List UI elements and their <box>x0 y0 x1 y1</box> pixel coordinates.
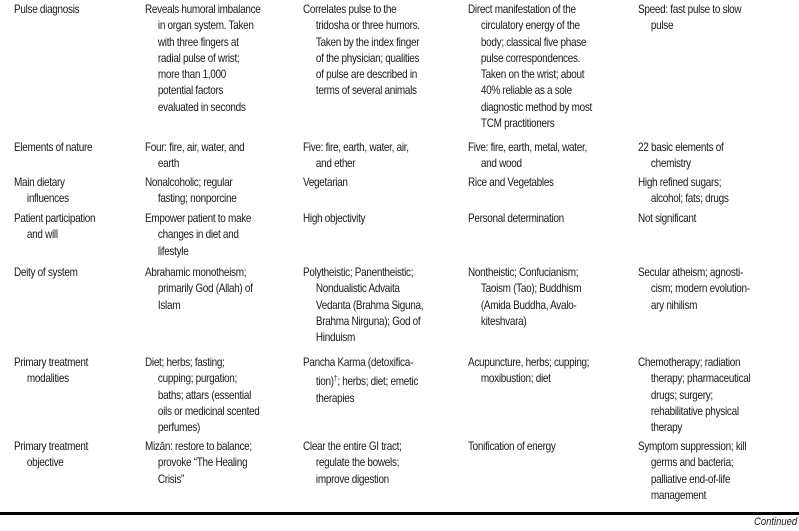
cell-line: High refined sugars; <box>638 176 722 189</box>
row-label <box>14 175 69 208</box>
row-label <box>14 439 88 472</box>
cell-line: kiteshvara) <box>480 314 527 328</box>
cell-line: Vegetarian <box>303 176 348 189</box>
cell-line: terms of several animals <box>315 84 417 98</box>
cell-line: Chemotherapy; radiation <box>638 356 741 369</box>
row-label <box>14 2 79 18</box>
cell-line: Rice and Vegetables <box>468 176 554 189</box>
cell-line: modalities <box>26 372 69 386</box>
cell-line: (Amida Buddha, Avalo- <box>480 298 577 312</box>
cell-line: body; classical five phase <box>480 35 587 49</box>
cell-line: of the physician; qualities <box>315 51 420 65</box>
cell-unani <box>145 140 244 173</box>
cell-line: cupping; purgation; <box>157 372 238 386</box>
cell-ayurveda <box>303 211 365 227</box>
cell-tcm <box>468 175 554 191</box>
cell-line: improve digestion <box>315 472 389 486</box>
cell-western <box>638 175 729 208</box>
cell-line: therapy; pharmaceutical <box>650 372 751 386</box>
cell-line: pulse <box>650 19 674 33</box>
cell-line: Elements of nature <box>14 141 93 154</box>
cell-line: Taoism (Tao); Buddhism <box>480 282 582 296</box>
cell-line: Brahma Nirguna); God of <box>315 314 421 328</box>
cell-line: evaluated in seconds <box>157 100 246 114</box>
cell-line: objective <box>26 456 64 470</box>
cell-line: diagnostic method by most <box>480 100 592 114</box>
cell-line: cism; modern evolution- <box>650 282 750 296</box>
cell-ayurveda <box>303 140 409 173</box>
cell-line: earth <box>157 157 180 171</box>
cell-line: Taken by the index finger <box>315 35 420 49</box>
row-label <box>14 140 92 156</box>
row-label <box>14 265 78 281</box>
cell-western <box>638 140 723 173</box>
cell-line: ary nihilism <box>650 298 698 312</box>
row-label <box>14 355 88 388</box>
cell-line: Main dietary <box>14 176 65 189</box>
cell-tcm <box>468 140 587 173</box>
cell-western <box>638 211 696 227</box>
cell-line: High objectivity <box>303 212 366 225</box>
cell-line: Vedanta (Brahma Siguna, <box>315 298 424 312</box>
cell-line: therapies <box>315 391 355 405</box>
cell-line: Correlates pulse to the <box>303 3 397 16</box>
continued-note: Continued <box>753 516 797 528</box>
cell-line: Taken on the wrist; about <box>480 68 585 82</box>
cell-line: Personal determination <box>468 212 564 225</box>
cell-line: pulse correspondences. <box>480 51 581 65</box>
cell-line: Patient participation <box>14 212 96 225</box>
cell-line: Direct manifestation of the <box>468 3 576 16</box>
cell-line: germs and bacteria; <box>650 456 734 470</box>
cell-line: tridosha or three humors. <box>315 19 420 33</box>
cell-line: alcohol; fats; drugs <box>650 192 729 206</box>
cell-line: Primary treatment <box>14 440 89 453</box>
cell-tcm <box>468 439 556 455</box>
cell-line: of pulse are described in <box>315 68 418 82</box>
cell-line: Crisis” <box>157 472 185 486</box>
cell-line: 40% reliable as a sole <box>480 84 572 98</box>
cell-unani <box>145 2 261 116</box>
cell-line: Acupuncture, herbs; cupping; <box>468 356 590 369</box>
cell-text: tion) <box>315 375 334 389</box>
cell-line: Five: fire, earth, metal, water, <box>468 141 587 154</box>
cell-line: and will <box>26 228 58 242</box>
cell-line: Pulse diagnosis <box>14 3 80 16</box>
cell-line: more than 1,000 <box>157 68 227 82</box>
cell-line: primarily God (Allah) of <box>157 282 253 296</box>
cell-line: Reveals humoral imbalance <box>145 3 261 16</box>
cell-western <box>638 439 746 504</box>
cell-text: ; herbs; diet; emetic <box>337 375 419 389</box>
cell-line: Hinduism <box>315 331 356 345</box>
cell-line: drugs; surgery; <box>650 388 713 402</box>
cell-line: potential factors <box>157 84 224 98</box>
cell-line: Abrahamic monotheism; <box>145 266 247 279</box>
cell-line: with three fingers at <box>157 35 239 49</box>
cell-unani <box>145 439 252 488</box>
cell-ayurveda <box>303 439 402 488</box>
cell-line: Nontheistic; Confucianism; <box>468 266 579 279</box>
cell-ayurveda <box>303 265 423 346</box>
cell-line: therapy <box>650 421 683 435</box>
cell-ayurveda <box>303 2 420 100</box>
cell-line: regulate the bowels; <box>315 456 400 470</box>
cell-line: Nonalcoholic; regular <box>145 176 233 189</box>
cell-western <box>638 265 750 314</box>
cell-line: Islam <box>157 298 181 312</box>
cell-tcm <box>468 211 564 227</box>
cell-line: changes in diet and <box>157 228 239 242</box>
cell-line: baths; attars (essential <box>157 388 251 402</box>
cell-tcm <box>468 265 581 330</box>
cell-ayurveda <box>303 355 418 407</box>
cell-line: perfumes) <box>157 421 201 435</box>
cell-line: Speed: fast pulse to slow <box>638 3 742 16</box>
row-label <box>14 211 95 244</box>
cell-line: Primary treatment <box>14 356 89 369</box>
cell-line: in organ system. Taken <box>157 19 254 33</box>
cell-unani <box>145 175 236 208</box>
cell-line: 22 basic elements of <box>638 141 724 154</box>
cell-ayurveda <box>303 175 348 191</box>
cell-line: Four: fire, air, water, and <box>145 141 245 154</box>
cell-unani <box>145 265 253 314</box>
cell-line: oils or medicinal scented <box>157 404 260 418</box>
table-bottom-rule <box>0 512 799 515</box>
cell-line: palliative end-of-life <box>650 472 731 486</box>
cell-line: Pancha Karma (detoxifica- <box>303 356 413 369</box>
cell-line: Five: fire, earth, water, air, <box>303 141 409 154</box>
cell-line: lifestyle <box>157 244 189 258</box>
cell-tcm <box>468 2 592 132</box>
cell-line: influences <box>26 192 69 206</box>
cell-line: chemistry <box>650 157 691 171</box>
cell-unani <box>145 355 260 436</box>
cell-line: provoke “The Healing <box>157 456 248 470</box>
cell-line: management <box>650 488 707 502</box>
cell-unani <box>145 211 251 260</box>
cell-line: Secular atheism; agnosti- <box>638 266 743 279</box>
cell-western <box>638 355 750 436</box>
cell-line: circulatory energy of the <box>480 19 580 33</box>
cell-line: fasting; nonporcine <box>157 192 237 206</box>
cell-tcm <box>468 355 589 388</box>
cell-line <box>303 371 418 390</box>
cell-line: Not significant <box>638 212 697 225</box>
dagger-footnote-mark: † <box>333 374 338 384</box>
cell-line: Mizān: restore to balance; <box>145 440 252 453</box>
cell-line: Polytheistic; Panentheistic; <box>303 266 414 279</box>
cell-line: Clear the entire GI tract; <box>303 440 402 453</box>
cell-line: TCM practitioners <box>480 117 555 131</box>
cell-line: rehabilitative physical <box>650 404 739 418</box>
cell-line: and wood <box>480 157 522 171</box>
cell-line: moxibustion; diet <box>480 372 551 386</box>
cell-western <box>638 2 741 35</box>
cell-line: Nondualistic Advaita <box>315 282 400 296</box>
cell-line: Tonification of energy <box>468 440 556 453</box>
cell-line: Symptom suppression; kill <box>638 440 747 453</box>
cell-line: and ether <box>315 157 356 171</box>
cell-line: radial pulse of wrist; <box>157 51 240 65</box>
cell-line: Diet; herbs; fasting; <box>145 356 225 369</box>
cell-line: Deity of system <box>14 266 78 279</box>
cell-line: Empower patient to make <box>145 212 252 225</box>
